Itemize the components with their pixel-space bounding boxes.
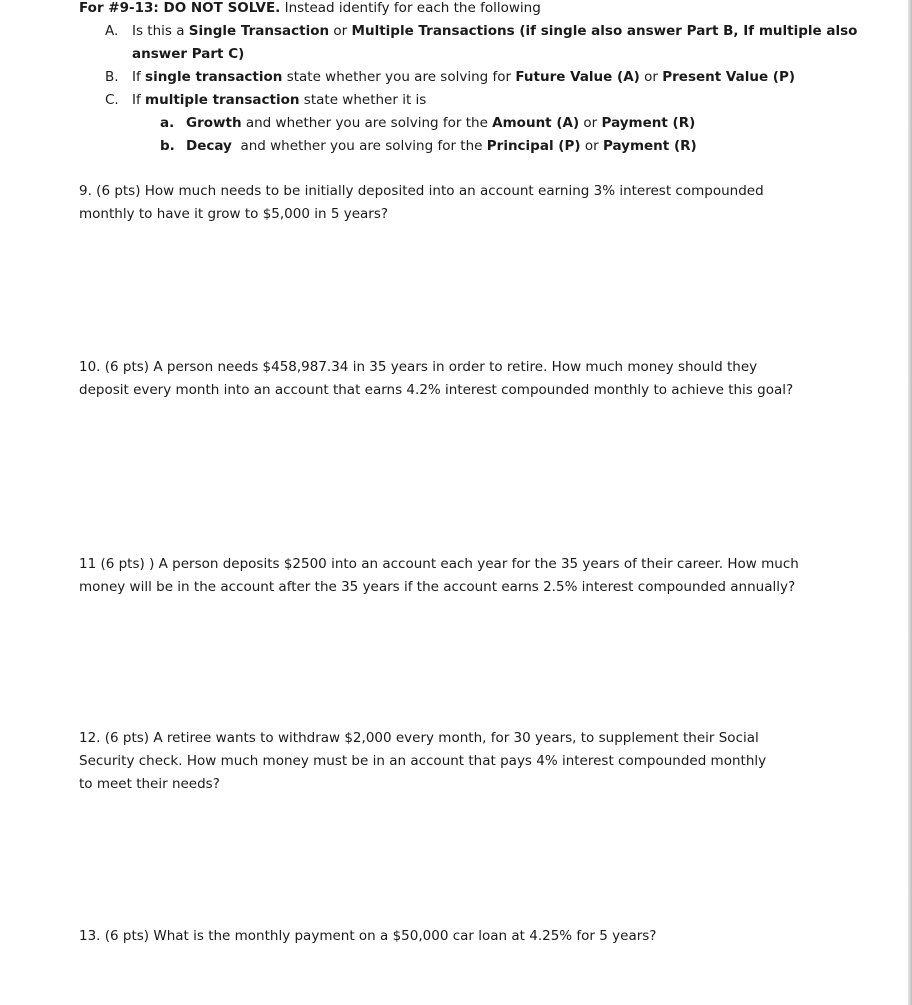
item-marker: A. xyxy=(105,23,119,39)
item-a-part: Single Transaction xyxy=(188,23,330,39)
item-b-part: state whether you are solving for xyxy=(282,69,516,85)
instruction-subitem-b xyxy=(160,136,697,156)
question-11: 11 (6 pts) ) A person deposits $2500 into an account each year for the 35 years of their career. How much money will be in the account after the 35 years if the account earns 2.5% interest compounded annually? xyxy=(79,556,799,595)
subitem-b-part: Decay xyxy=(186,138,232,154)
item-a-part: Multiple Transactions (if single also answer Part B, If multiple also xyxy=(351,23,858,39)
page-edge xyxy=(908,0,912,1005)
question-13: 13. (6 pts) What is the monthly payment on a $50,000 car loan at 4.25% for 5 years? xyxy=(79,928,657,944)
instructions-heading-rest: Instead identify for each the following xyxy=(280,0,541,16)
item-marker: C. xyxy=(105,92,119,108)
instructions-heading-bold: For #9-13: DO NOT SOLVE. xyxy=(79,0,281,16)
item-a-part: Is this a xyxy=(132,23,189,39)
item-marker: B. xyxy=(105,69,119,85)
item-b-part: single transaction xyxy=(145,69,283,85)
instructions-heading xyxy=(79,0,541,18)
item-a-part: or xyxy=(329,23,352,39)
subitem-b-part: Principal (P) xyxy=(486,138,581,154)
subitem-a-part: Amount (A) xyxy=(492,115,580,131)
subitem-b-part: Payment (R) xyxy=(602,138,697,154)
item-c-part: multiple transaction xyxy=(145,92,300,108)
subitem-b-part: or xyxy=(580,138,603,154)
subitem-a-part: Payment (R) xyxy=(601,115,696,131)
subitem-b-part: and whether you are solving for the xyxy=(231,138,487,154)
item-a-continuation: answer Part C) xyxy=(132,46,245,62)
question-10: 10. (6 pts) A person needs $458,987.34 in 35 years in order to retire. How much money should they deposit every month into an account that earns 4.2% interest compounded monthly to achieve this goal? xyxy=(79,359,794,398)
item-b-part: Future Value (A) xyxy=(515,69,640,85)
instruction-item-a-continuation xyxy=(132,44,244,64)
question-9: 9. (6 pts) How much needs to be initially deposited into an account earning 3% interest compounded monthly to have it grow to $5,000 in 5 years? xyxy=(79,183,764,222)
item-b-part: If xyxy=(132,69,146,85)
item-c-part: If xyxy=(132,92,146,108)
subitem-marker: b. xyxy=(160,138,175,154)
question-12: 12. (6 pts) A retiree wants to withdraw $2,000 every month, for 30 years, to supplement their Social Security check. How much money must be in an account that pays 4% interest compounded monthly to meet their needs? xyxy=(79,730,767,792)
subitem-a-part: or xyxy=(579,115,602,131)
instruction-item-b xyxy=(105,67,795,87)
instruction-subitem-a xyxy=(160,113,695,133)
subitem-a-part: Growth xyxy=(186,115,242,131)
instruction-item-c xyxy=(105,90,426,110)
item-b-part: or xyxy=(639,69,663,85)
instruction-item-a xyxy=(105,21,857,41)
item-c-part: state whether it is xyxy=(299,92,427,108)
item-b-part: Present Value (P) xyxy=(662,69,796,85)
subitem-marker: a. xyxy=(160,115,175,131)
subitem-a-part: and whether you are solving for the xyxy=(241,115,493,131)
